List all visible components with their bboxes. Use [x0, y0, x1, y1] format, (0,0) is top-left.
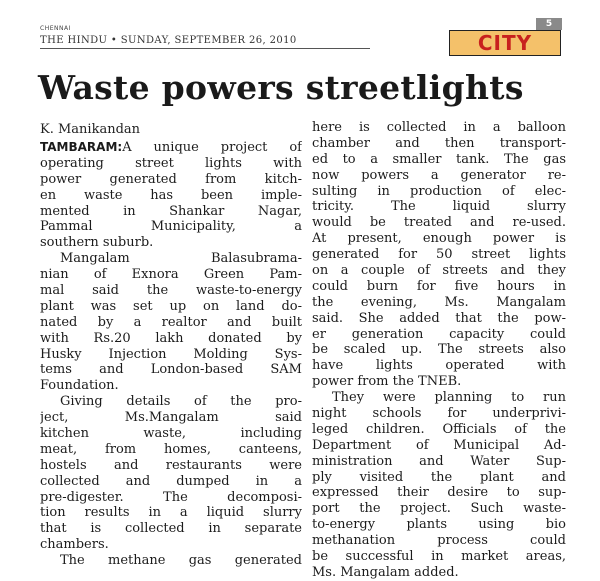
article-column-1 [40, 120, 302, 569]
article-line: nated by a realtor and built [40, 314, 302, 330]
article-line: en waste has been imple- [40, 187, 302, 203]
article-line: collected and dumped in a [40, 473, 302, 489]
masthead-title: THE HINDU • SUNDAY, SEPTEMBER 26, 2010 [40, 35, 297, 46]
article-line: said. She added that the pow- [312, 310, 566, 326]
article-line: pre-digester. The decomposi- [40, 489, 302, 505]
article-line: port the project. Such waste- [312, 501, 566, 517]
article-line: Mangalam Balasubrama- [60, 251, 302, 267]
article-line: methanation process could [312, 533, 566, 549]
article-line: Foundation. [40, 378, 119, 394]
article-line: tems and London-based SAM [40, 362, 302, 378]
article-line: be successful in market areas, [312, 549, 566, 565]
headline: Waste powers streetlights [38, 68, 524, 107]
article-line: leged children. Officials of the [312, 421, 566, 437]
article-line: be scaled up. The streets also [312, 342, 566, 358]
article-line: with Rs.20 lakh donated by [40, 330, 302, 346]
article-line: They were planning to run [332, 390, 566, 406]
page-number-tab: 5 [536, 18, 562, 30]
article-line: generated for 50 street lights [312, 247, 566, 263]
article-line: southern suburb. [40, 235, 154, 251]
masthead-edition: CHENNAI [40, 25, 71, 32]
article-line: ply visited the plant and [312, 469, 566, 485]
article-line: tion results in a liquid slurry [40, 505, 302, 521]
article-line: mented in Shankar Nagar, [40, 203, 302, 219]
article-line: chambers. [40, 537, 109, 553]
article-line: tricity. The liquid slurry [312, 199, 566, 215]
article-line: ject, Ms.Mangalam said [40, 410, 302, 426]
column-2-text [312, 120, 566, 581]
article-line: sulting in production of elec- [312, 183, 566, 199]
article-line: plant was set up on land do- [40, 298, 302, 314]
article-line: ministration and Water Sup- [312, 453, 566, 469]
article-line: on a couple of streets and they [312, 263, 566, 279]
article-line: ed to a smaller tank. The gas [312, 151, 566, 167]
article-line: operating street lights with [40, 155, 302, 171]
article-line: hostels and restaurants were [40, 457, 302, 473]
article-line: Giving details of the pro- [60, 394, 302, 410]
section-label: CITY [449, 30, 561, 56]
article-line: chamber and then transport- [312, 135, 566, 151]
article-line: Husky Injection Molding Sys- [40, 346, 302, 362]
article-line: Ms. Mangalam added. [312, 564, 459, 580]
column-1-text [40, 140, 302, 569]
article-column-2 [312, 120, 566, 581]
byline: K. Manikandan [40, 122, 141, 137]
article-line: Department of Municipal Ad- [312, 437, 566, 453]
article-line: here is collected in a balloon [312, 120, 566, 135]
article-line: now powers a generator re- [312, 167, 566, 183]
article-line: that is collected in separate [40, 521, 302, 537]
article-line: power from the TNEB. [312, 374, 462, 390]
article-line: TAMBARAM:A unique project of [40, 140, 302, 155]
article-line: power generated from kitch- [40, 171, 302, 187]
article-line: the evening, Ms. Mangalam [312, 294, 566, 310]
article-line: night schools for underprivi- [312, 406, 566, 422]
article-line: kitchen waste, including [40, 426, 302, 442]
article-line: to-energy plants using bio [312, 517, 566, 533]
article-line: expressed their desire to sup- [312, 485, 566, 501]
article-line: The methane gas generated [60, 553, 302, 569]
article-line: At present, enough power is [312, 231, 566, 247]
article-line: Pammal Municipality, a [40, 219, 302, 235]
article-line: would be treated and re-used. [312, 215, 566, 231]
article-line: could burn for five hours in [312, 278, 566, 294]
article-line: nian of Exnora Green Pam- [40, 267, 302, 283]
masthead-rule [40, 48, 370, 49]
article-line: mal said the waste-to-energy [40, 283, 302, 299]
article-line: er generation capacity could [312, 326, 566, 342]
article-line: meat, from homes, canteens, [40, 441, 302, 457]
article-line: have lights operated with [312, 358, 566, 374]
dateline: TAMBARAM: [40, 140, 123, 154]
